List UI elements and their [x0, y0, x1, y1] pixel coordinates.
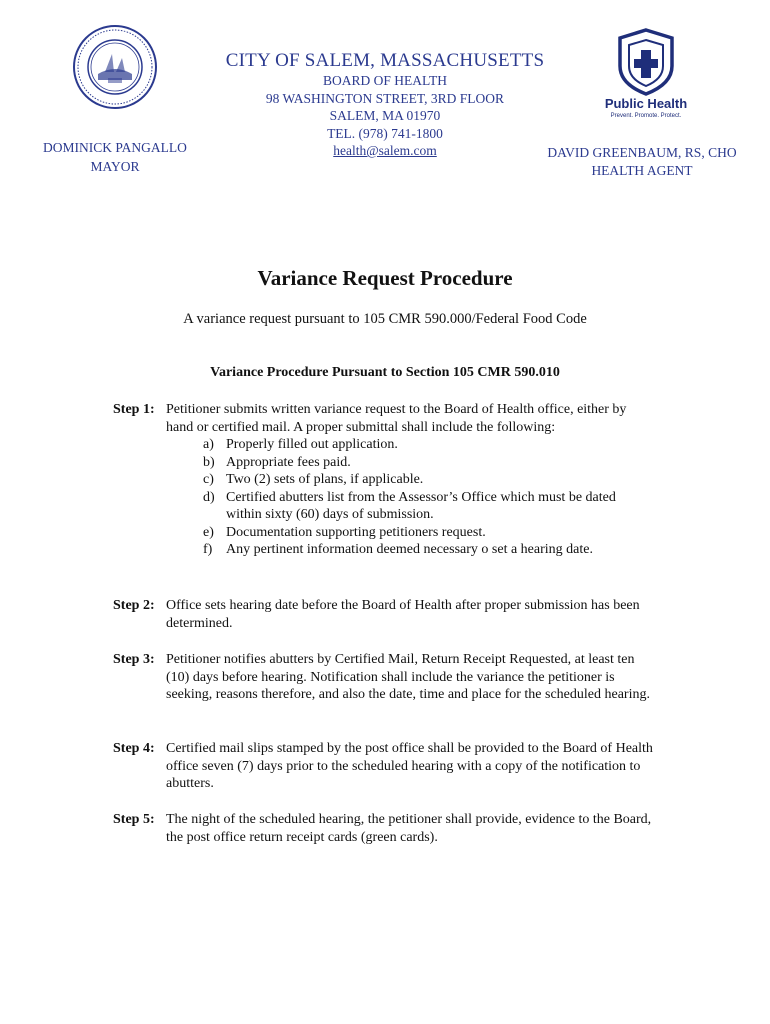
agent-name: DAVID GREENBAUM, RS, CHO: [547, 145, 737, 160]
logo-tagline: Prevent. Promote. Protect.: [610, 113, 682, 119]
list-letter: b): [203, 454, 215, 470]
step-3: [113, 651, 653, 704]
list-item: [166, 471, 653, 489]
list-letter: d): [203, 489, 215, 505]
mayor-title: MAYOR: [90, 159, 140, 174]
list-text: Any pertinent information deemed necessary o set a hearing date.: [226, 542, 593, 557]
phone-number: TEL. (978) 741-1800: [327, 125, 443, 141]
step-2: [113, 597, 653, 632]
letterhead-center: [170, 50, 600, 160]
list-letter: c): [203, 472, 214, 487]
health-agent-block: [542, 144, 742, 180]
step-text: The night of the scheduled hearing, the petitioner shall provide, evidence to the Board, the post office return receipt cards (green cards).: [166, 812, 652, 845]
agent-title: HEALTH AGENT: [591, 163, 693, 178]
step-label: Step 2:: [113, 598, 155, 613]
city-seal-logo: [72, 24, 158, 110]
email-link[interactable]: health@salem.com: [333, 143, 437, 158]
document-subtitle: A variance request pursuant to 105 CMR 590.000/Federal Food Code: [183, 311, 587, 327]
list-letter: a): [203, 437, 214, 452]
list-item: [166, 524, 653, 542]
logo-text: Public Health: [604, 96, 688, 111]
step-text: Petitioner submits written variance request to the Board of Health office, either by hand or certified mail. A proper submittal shall include the following:: [166, 402, 627, 435]
step-text: Petitioner notifies abutters by Certified Mail, Return Receipt Requested, at least ten (10) days before hearing. Notification shall include the variance the petitioner is seeking, reasons therefore, and also the date, time and place for the scheduled hearing.: [166, 652, 650, 702]
step-label: Step 1:: [113, 402, 155, 417]
step-label: Step 4:: [113, 741, 155, 756]
step-4: [113, 740, 653, 793]
list-letter: f): [203, 542, 213, 557]
mayor-block: [30, 138, 200, 176]
address-line-1: 98 WASHINGTON STREET, 3RD FLOOR: [265, 90, 505, 106]
list-text: Certified abutters list from the Assessor’s Office which must be dated within sixty (60) days of submission.: [226, 489, 616, 522]
board-name: BOARD OF HEALTH: [322, 73, 447, 88]
list-item: [166, 454, 653, 472]
list-item: [166, 436, 653, 454]
step-5: [113, 811, 653, 846]
list-item: [166, 541, 653, 559]
city-title: CITY OF SALEM, MASSACHUSETTS: [225, 50, 545, 71]
list-text: Properly filled out application.: [226, 437, 398, 452]
list-text: Appropriate fees paid.: [226, 454, 351, 470]
step-label: Step 5:: [113, 812, 155, 827]
step-text: Certified mail slips stamped by the post office shall be provided to the Board of Health office seven (7) days prior to the scheduled hearing with a copy of the notification to abutters.: [166, 741, 653, 791]
list-letter: e): [203, 524, 214, 540]
public-health-logo: [596, 28, 696, 120]
list-item: [166, 489, 653, 524]
step-label: Step 3:: [113, 652, 155, 667]
step-text: Office sets hearing date before the Board of Health after proper submission has been determined.: [166, 598, 640, 631]
address-line-2: SALEM, MA 01970: [329, 108, 441, 123]
document-title: Variance Request Procedure: [257, 266, 513, 290]
section-heading: Variance Procedure Pursuant to Section 105 CMR 590.010: [210, 365, 560, 380]
submittal-list: [166, 436, 653, 559]
list-text: Documentation supporting petitioners request.: [226, 524, 486, 540]
mayor-name: DOMINICK PANGALLO: [43, 140, 187, 155]
list-text: Two (2) sets of plans, if applicable.: [226, 472, 424, 487]
step-1: [113, 401, 653, 559]
